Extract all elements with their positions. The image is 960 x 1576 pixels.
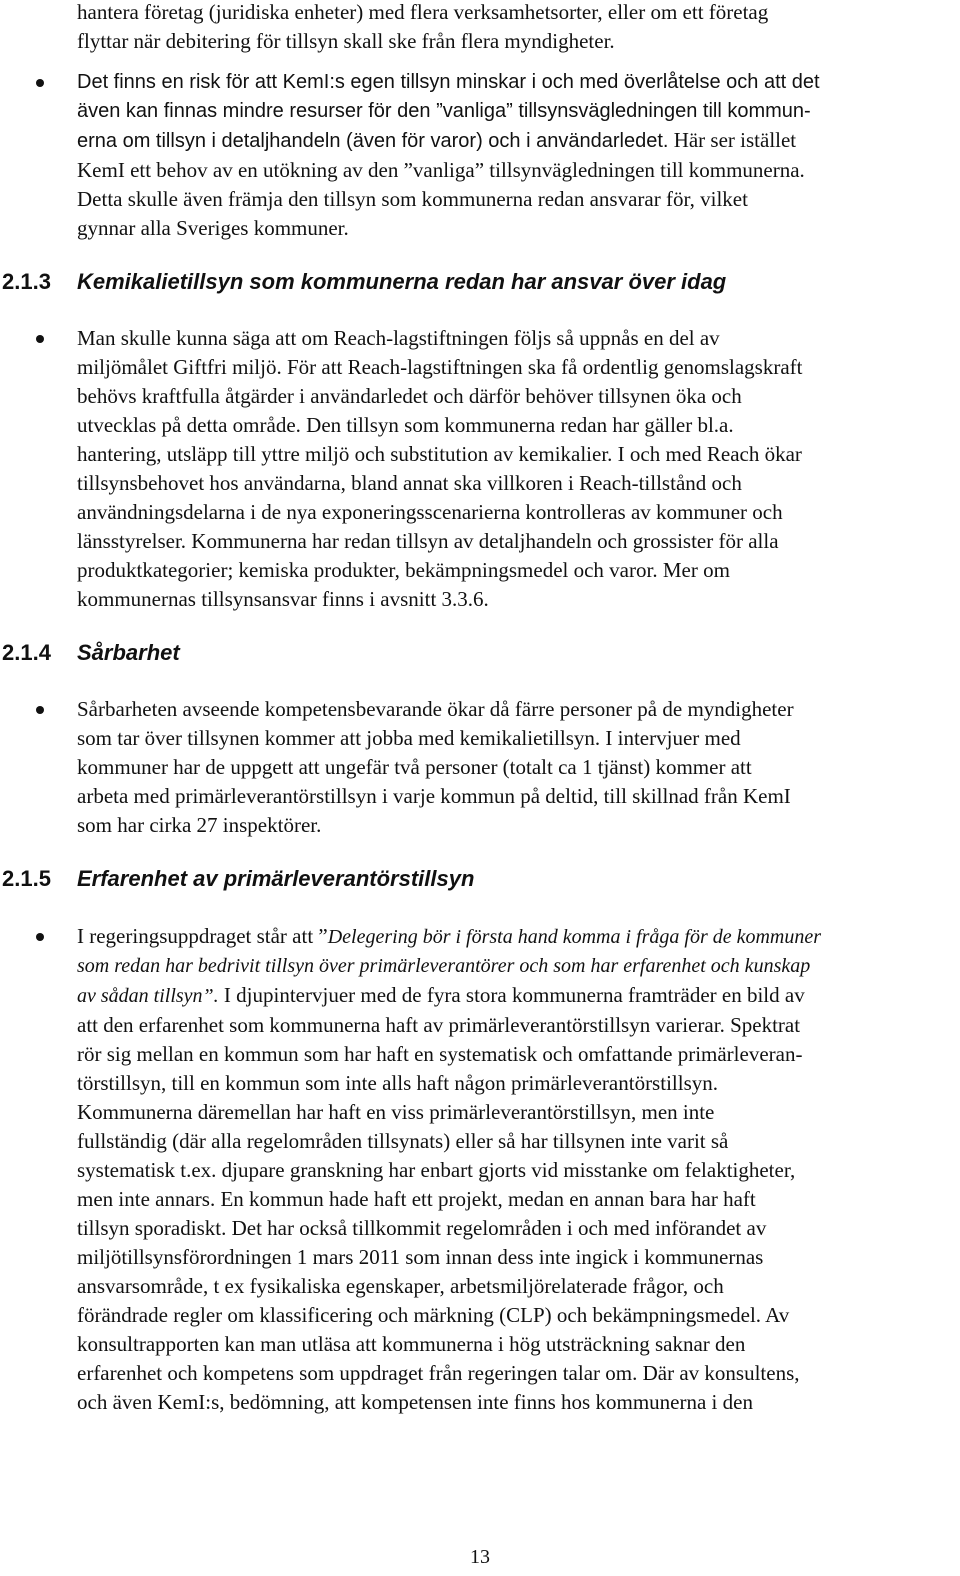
text-line: behövs kraftfulla åtgärder i användarledet och därför behöver tillsynen öka och xyxy=(77,384,742,408)
text-line: förändrade regler om klassificering och märkning (CLP) och bekämpningsmedel. Av xyxy=(77,1303,790,1327)
bullet-dot xyxy=(36,335,44,343)
text-line: tillsyn sporadiskt. Det har också tillkommit regelområden i och med införandet av xyxy=(77,1216,767,1240)
text-line: hantera företag (juridiska enheter) med flera verksamhetsorter, eller om ett företag xyxy=(77,0,769,24)
section-title: Sårbarhet xyxy=(77,640,180,665)
text-line: länsstyrelser. Kommunerna har redan tillsyn av detaljhandeln och grossister för alla xyxy=(77,529,779,553)
carryover-paragraph xyxy=(77,0,952,56)
text-line: rör sig mellan en kommun som har haft en systematisk och omfattande primärleveran- xyxy=(77,1042,803,1066)
bullet-paragraph-sarbarhet xyxy=(77,695,952,840)
text-line: erfarenhet och kompetens som uppdraget från regeringen talar om. Där av konsultens, xyxy=(77,1361,800,1385)
text-line: miljömålet Giftfri miljö. För att Reach-lagstiftningen ska få ordentlig genomslagskraft xyxy=(77,355,803,379)
text-line: systematisk t.ex. djupare granskning har enbart gjorts vid misstanke om felaktigheter, xyxy=(77,1158,796,1182)
text-line: men inte annars. En kommun hade haft ett projekt, medan en annan bara har haft xyxy=(77,1187,756,1211)
section-number: 2.1.4 xyxy=(2,640,51,665)
text-line: produktkategorier; kemiska produkter, bekämpningsmedel och varor. Mer om xyxy=(77,558,730,582)
bullet-dot xyxy=(36,79,44,87)
text-line: Man skulle kunna säga att om Reach-lagstiftningen följs så uppnås en del av xyxy=(77,326,720,350)
section-title: Erfarenhet av primärleverantörstillsyn xyxy=(77,866,475,891)
quote-line: som redan har bedrivit tillsyn över primärleverantörer och som har erfarenhet och kunskap xyxy=(77,955,811,977)
text-line: och även KemI:s, bedömning, att kompetensen inte finns hos kommunerna i den xyxy=(77,1390,753,1414)
text-line: utvecklas på detta område. Den tillsyn som kommunerna redan har gäller bl.a. xyxy=(77,413,734,437)
text-line xyxy=(77,126,952,156)
text-line: även kan finnas mindre resurser för den ”vanliga” tillsynsvägledningen till kommun- xyxy=(77,100,811,122)
text-line: Sårbarheten avseende kompetensbevarande ökar då färre personer på de myndigheter xyxy=(77,697,794,721)
bullet-dot xyxy=(36,706,44,714)
section-title: Kemikalietillsyn som kommunerna redan har ansvar över idag xyxy=(77,269,727,294)
text-line: kommunernas tillsynsansvar finns i avsnitt 3.3.6. xyxy=(77,587,489,611)
text-span: erna om tillsyn i detaljhandeln (även för varor) och i användarledet. xyxy=(77,130,669,152)
section-number: 2.1.5 xyxy=(2,866,51,891)
text-span: Här ser istället xyxy=(668,128,797,152)
bullet-paragraph-erfarenhet xyxy=(77,922,952,1417)
text-line: Detta skulle även främja den tillsyn som kommunerna redan ansvarar för, vilket xyxy=(77,187,748,211)
section-heading-2-1-3 xyxy=(2,268,726,296)
text-line: Det finns en risk för att KemI:s egen tillsyn minskar i och med överlåtelse och att det xyxy=(77,71,820,93)
text-line xyxy=(77,922,952,952)
text-line: konsultrapporten kan man utläsa att kommunerna i hög utsträckning saknar den xyxy=(77,1332,746,1356)
text-line: som tar över tillsynen kommer att jobba med kemikalietillsyn. I intervjuer med xyxy=(77,726,741,750)
quote-span: Delegering bör i första hand komma i fråga för de kommuner xyxy=(327,926,822,948)
text-span: I regeringsuppdraget står att ” xyxy=(77,924,328,948)
text-line: Kommunerna däremellan har haft en viss primärleverantörstillsyn, men inte xyxy=(77,1100,715,1124)
text-line: gynnar alla Sveriges kommuner. xyxy=(77,216,349,240)
text-span: I djupintervjuer med de fyra stora kommunerna framträder en bild av xyxy=(218,983,805,1007)
page-number: 13 xyxy=(470,1546,490,1568)
quote-span: av sådan tillsyn”. xyxy=(77,985,219,1007)
text-line: att den erfarenhet som kommunerna haft av primärleverantörstillsyn varierar. Spektrat xyxy=(77,1013,801,1037)
text-line: kommuner har de uppgett att ungefär två personer (totalt ca 1 tjänst) kommer att xyxy=(77,755,752,779)
text-line: fullständig (där alla regelområden tillsynats) eller så har tillsynen inte varit så xyxy=(77,1129,729,1153)
bullet-paragraph-risk xyxy=(77,68,952,243)
section-heading-2-1-4 xyxy=(2,639,180,667)
section-heading-2-1-5 xyxy=(2,865,474,893)
text-line: törstillsyn, till en kommun som inte alls haft någon primärleverantörstillsyn. xyxy=(77,1071,718,1095)
bullet-paragraph-reach xyxy=(77,324,952,614)
bullet-dot xyxy=(36,933,44,941)
text-line: arbeta med primärleverantörstillsyn i varje kommun på deltid, till skillnad från KemI xyxy=(77,784,791,808)
section-number: 2.1.3 xyxy=(2,269,51,294)
text-line: hantering, utsläpp till yttre miljö och substitution av kemikalier. I och med Reach ökar xyxy=(77,442,802,466)
text-line xyxy=(77,981,952,1011)
text-line: KemI ett behov av en utökning av den ”vanliga” tillsynvägledningen till kommunerna. xyxy=(77,158,805,182)
text-line: miljötillsynsförordningen 1 mars 2011 som innan dess inte ingick i kommunernas xyxy=(77,1245,764,1269)
text-line: tillsynsbehovet hos användarna, bland annat ska villkoren i Reach-tillstånd och xyxy=(77,471,742,495)
text-line: som har cirka 27 inspektörer. xyxy=(77,813,322,837)
text-line: flyttar när debitering för tillsyn skall ske från flera myndigheter. xyxy=(77,29,615,53)
text-line: användningsdelarna i de nya exponeringsscenarierna kontrolleras av kommuner och xyxy=(77,500,783,524)
text-line: ansvarsområde, t ex fysikaliska egenskaper, arbetsmiljörelaterade frågor, och xyxy=(77,1274,724,1298)
